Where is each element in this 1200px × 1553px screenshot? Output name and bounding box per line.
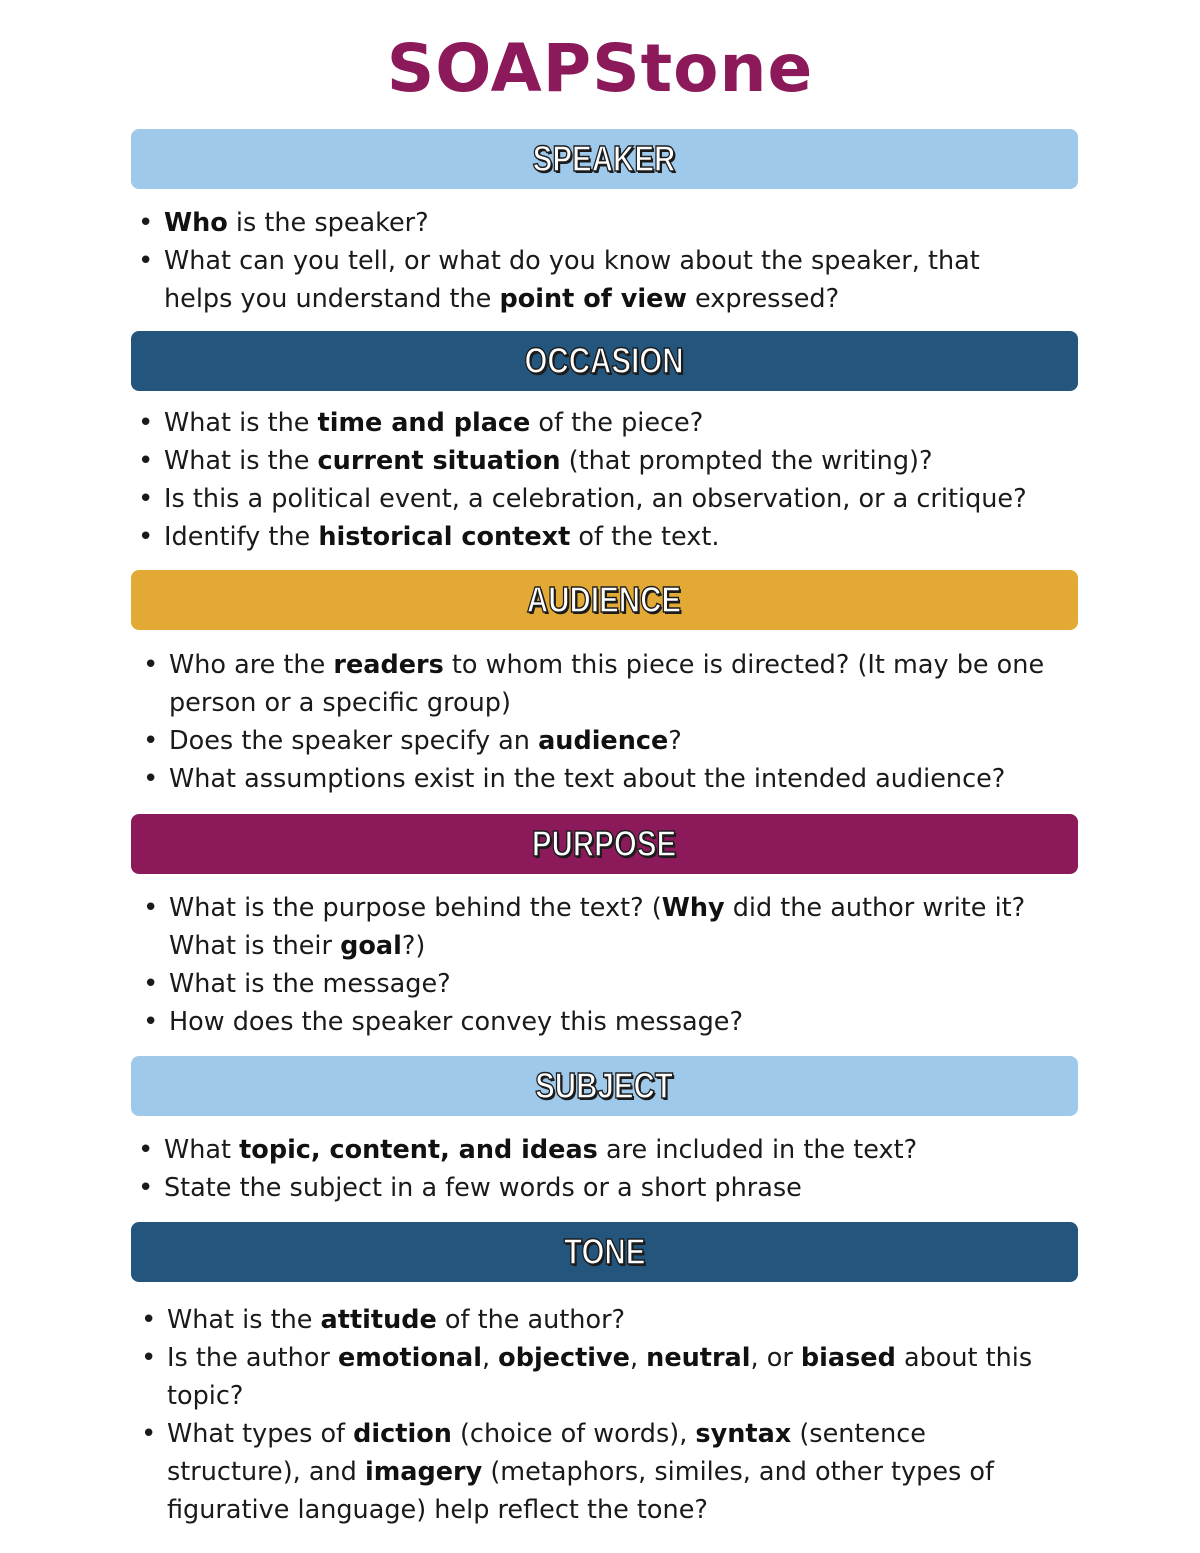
section-heading-occasion: OCCASION	[524, 340, 685, 381]
item-text: ?)	[401, 931, 426, 961]
item-text: ?	[668, 726, 682, 756]
section-header-subject	[131, 1056, 1078, 1116]
list-item	[167, 1301, 1042, 1339]
list-item	[164, 242, 1044, 318]
item-text: did the author write it? What is their	[169, 893, 1026, 961]
item-text: about this topic?	[167, 1343, 1033, 1411]
page-title: SOAPStone	[386, 30, 814, 107]
list-item	[167, 1339, 1042, 1415]
bold-term: emotional	[338, 1343, 482, 1373]
item-text: What types of	[167, 1419, 354, 1449]
item-text: Who are the	[169, 650, 334, 680]
section-header-purpose	[131, 814, 1078, 874]
bold-term: time and place	[317, 408, 531, 438]
bold-term: readers	[333, 650, 444, 680]
item-text: are included in the text?	[597, 1135, 918, 1165]
bold-term: goal	[340, 931, 402, 961]
item-text: (that prompted the writing)?	[560, 446, 933, 476]
bold-term: biased	[800, 1343, 896, 1373]
section-header-audience	[131, 570, 1078, 630]
item-text: of the author?	[436, 1305, 626, 1335]
list-item	[169, 1003, 1079, 1041]
list-item	[169, 722, 1094, 760]
section-heading-purpose: PURPOSE	[532, 823, 677, 864]
item-text: is the speaker?	[227, 208, 429, 238]
item-text: State the subject in a few words or a short phrase	[164, 1173, 802, 1203]
list-item	[169, 646, 1094, 722]
item-text: What is the	[167, 1305, 321, 1335]
item-text: What is the	[164, 408, 318, 438]
item-text: Is this a political event, a celebration, an observation, or a critique?	[164, 484, 1027, 514]
list-item	[167, 1415, 1042, 1529]
section-header-occasion	[131, 331, 1078, 391]
subject-list	[164, 1131, 1064, 1207]
item-text: How does the speaker convey this message?	[169, 1007, 744, 1037]
bold-term: attitude	[320, 1305, 437, 1335]
item-text: (sentence structure), and	[167, 1419, 926, 1487]
item-text: What is the	[164, 446, 318, 476]
list-item	[169, 760, 1094, 798]
audience-list	[169, 646, 1094, 798]
list-item	[164, 204, 1044, 242]
item-text: What assumptions exist in the text about the intended audience?	[169, 764, 1006, 794]
list-item	[169, 889, 1079, 965]
item-text: Does the speaker specify an	[169, 726, 539, 756]
item-text: Is the author	[167, 1343, 339, 1373]
bold-term: Why	[661, 893, 725, 923]
item-text: , or	[750, 1343, 801, 1373]
item-text: ,	[629, 1343, 647, 1373]
purpose-list	[169, 889, 1079, 1041]
section-heading-subject: SUBJECT	[535, 1065, 674, 1106]
list-item	[164, 404, 1084, 442]
bold-term: imagery	[364, 1457, 483, 1487]
bold-term: syntax	[695, 1419, 792, 1449]
item-text: (choice of words),	[451, 1419, 696, 1449]
item-text: What	[164, 1135, 240, 1165]
section-heading-audience: AUDIENCE	[527, 579, 682, 620]
bold-term: topic, content, and ideas	[239, 1135, 598, 1165]
item-text: to whom this piece is directed? (It may be one person or a specific group)	[169, 650, 1045, 718]
item-text: (metaphors, similes, and other types of figurative language) help reflect the tone?	[167, 1457, 994, 1525]
speaker-list	[164, 204, 1044, 318]
item-text: of the text.	[570, 522, 720, 552]
bold-term: point of view	[499, 284, 687, 314]
occasion-list	[164, 404, 1084, 556]
tone-list	[167, 1301, 1042, 1529]
bold-term: audience	[538, 726, 669, 756]
section-header-tone	[131, 1222, 1078, 1282]
item-text: Identify the	[164, 522, 319, 552]
section-heading-speaker: SPEAKER	[533, 138, 676, 179]
item-text: expressed?	[686, 284, 840, 314]
list-item	[169, 965, 1079, 1003]
section-heading-tone: TONE	[563, 1231, 646, 1272]
item-text: What can you tell, or what do you know about the speaker, that helps you understand the	[164, 246, 980, 314]
bold-term: current situation	[317, 446, 561, 476]
list-item	[164, 1169, 1064, 1207]
item-text: What is the purpose behind the text? (	[169, 893, 662, 923]
bold-term: diction	[353, 1419, 452, 1449]
bold-term: neutral	[646, 1343, 751, 1373]
item-text: of the piece?	[530, 408, 704, 438]
item-text: ,	[481, 1343, 499, 1373]
list-item	[164, 480, 1084, 518]
bold-term: Who	[164, 208, 228, 238]
list-item	[164, 518, 1084, 556]
bold-term: objective	[498, 1343, 630, 1373]
list-item	[164, 1131, 1064, 1169]
item-text: What is the message?	[169, 969, 451, 999]
bold-term: historical context	[318, 522, 571, 552]
section-header-speaker	[131, 129, 1078, 189]
list-item	[164, 442, 1084, 480]
